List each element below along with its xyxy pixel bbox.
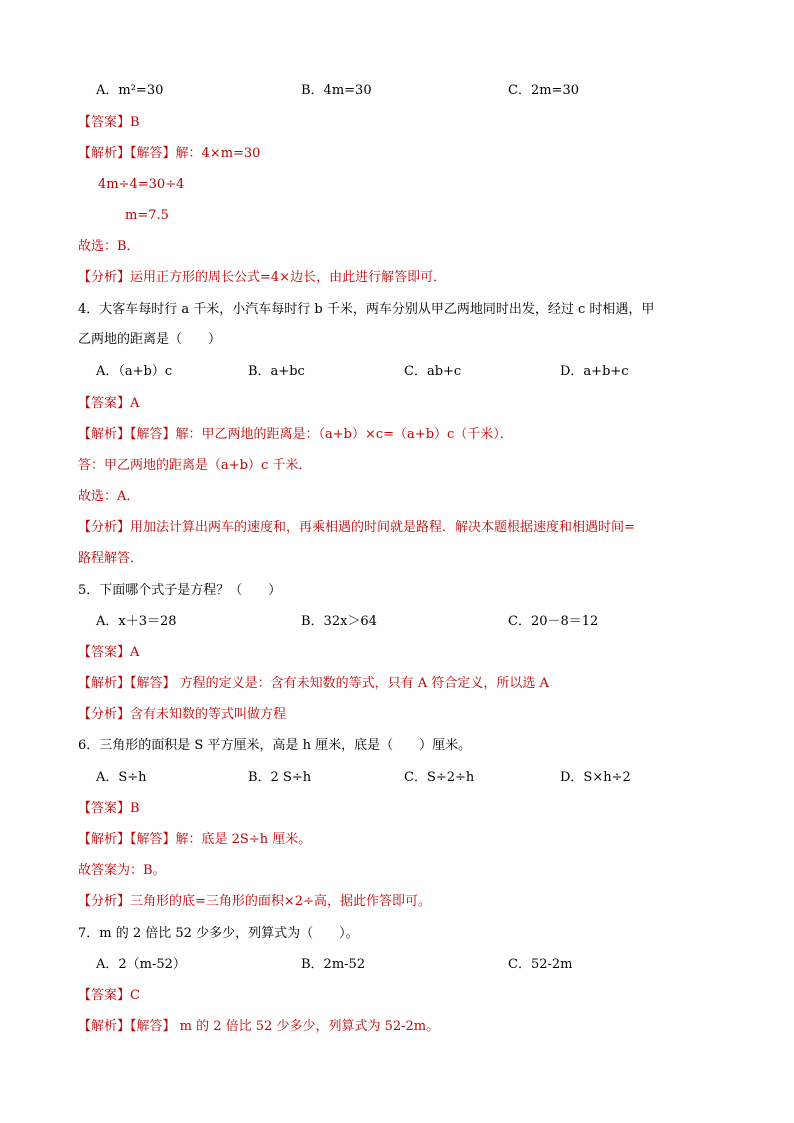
answer-value: A <box>130 645 140 660</box>
option-b: B．4m=30 <box>301 83 372 98</box>
analysis-tag: 【解析】 <box>78 427 131 442</box>
fenxi-text: 三角形的底=三角形的面积×2÷高，据此作答即可。 <box>130 894 431 909</box>
question-stem: 7．m 的 2 倍比 52 少多少，列算式为（ ）。 <box>78 926 359 941</box>
answer-line <box>78 800 140 818</box>
fenxi-line <box>78 893 431 911</box>
solution-text: 解：甲乙两地的距离是：（a+b）×c=（a+b）c（千米）． <box>175 427 513 442</box>
solution-text: 方程的定义是：含有未知数的等式，只有 A 符合定义，所以选 A <box>175 676 549 691</box>
option-b: B．32x＞64 <box>301 614 377 629</box>
answer-tag: 【答案】 <box>78 645 131 660</box>
solution-step: 4m÷4=30÷4 <box>98 177 185 192</box>
solution-line <box>78 145 260 163</box>
reply-line: 答：甲乙两地的距离是（a+b）c 千米． <box>78 458 312 473</box>
answer-value: B <box>130 115 140 130</box>
question-stem: 乙两地的距离是（ ） <box>78 332 222 347</box>
solution-text: m 的 2 倍比 52 少多少，列算式为 52-2m。 <box>175 1019 440 1034</box>
option-a: A．x＋3＝28 <box>96 614 177 629</box>
option-a: A．S÷h <box>96 770 147 785</box>
choose-line: 故选：B． <box>78 239 140 254</box>
fenxi-tag: 【分析】 <box>78 270 131 285</box>
answer-tag: 【答案】 <box>78 801 131 816</box>
solution-tag: 【解答】 <box>130 832 176 847</box>
option-c: C．2m=30 <box>508 83 579 98</box>
solution-line <box>78 426 513 444</box>
analysis-tag: 【解析】 <box>78 832 131 847</box>
answer-line <box>78 987 140 1005</box>
solution-tag: 【解答】 <box>130 146 176 161</box>
answer-value: A <box>130 396 140 411</box>
solution-text: 解：底是 2S÷h 厘米。 <box>175 832 312 847</box>
fenxi-text: 运用正方形的周长公式=4×边长，由此进行解答即可． <box>130 270 447 285</box>
analysis-tag: 【解析】 <box>78 146 131 161</box>
solution-text: 解：4×m=30 <box>175 146 261 161</box>
solution-line <box>78 831 311 849</box>
option-b: B．a+bc <box>248 364 305 379</box>
answer-value: C <box>130 988 140 1003</box>
answer-tag: 【答案】 <box>78 396 131 411</box>
solution-tag: 【解答】 <box>130 676 176 691</box>
fenxi-line <box>78 269 446 287</box>
option-d: D．S×h÷2 <box>560 770 631 785</box>
answer-tag: 【答案】 <box>78 115 131 130</box>
choose-line: 故选：A． <box>78 489 140 504</box>
answer-value: B <box>130 801 140 816</box>
fenxi-tag: 【分析】 <box>78 707 131 722</box>
option-d: D．a+b+c <box>560 364 629 379</box>
answer-line <box>78 644 139 662</box>
fenxi-tag: 【分析】 <box>78 520 131 535</box>
question-stem: 4．大客车每时行 a 千米，小汽车每时行 b 千米，两车分别从甲乙两地同时出发，经过 c 时相遇，甲 <box>78 302 655 317</box>
fenxi-line <box>78 706 286 724</box>
analysis-tag: 【解析】 <box>78 676 131 691</box>
option-b: B．2m-52 <box>301 957 366 972</box>
solution-tag: 【解答】 <box>130 1019 176 1034</box>
option-c: C．52-2m <box>508 957 573 972</box>
fenxi-text: 用加法计算出两车的速度和，再乘相遇的时间就是路程．解决本题根据速度和相遇时间= <box>130 520 635 535</box>
option-a: A．（a+b）c <box>96 364 173 379</box>
solution-line <box>78 675 549 693</box>
question-stem: 6．三角形的面积是 S 平方厘米，高是 h 厘米，底是（ ）厘米。 <box>78 738 472 753</box>
analysis-tag: 【解析】 <box>78 1019 131 1034</box>
option-c: C．S÷2÷h <box>404 770 475 785</box>
fenxi-text: 含有未知数的等式叫做方程 <box>130 707 287 722</box>
solution-line <box>78 1018 439 1036</box>
fenxi-tag: 【分析】 <box>78 894 131 909</box>
solution-step: m=7.5 <box>125 208 169 223</box>
fenxi-text: 路程解答． <box>78 551 144 566</box>
solution-tag: 【解答】 <box>130 427 176 442</box>
option-a: A．m²=30 <box>96 83 164 98</box>
fenxi-line <box>78 519 635 537</box>
option-c: C．ab+c <box>404 364 462 379</box>
option-c: C．20－8＝12 <box>508 614 599 629</box>
answer-line <box>78 114 140 132</box>
option-b: B．2 S÷h <box>248 770 312 785</box>
option-a: A．2（m-52） <box>96 957 186 972</box>
question-stem: 5．下面哪个式子是方程？（ ） <box>78 583 282 598</box>
reply-line: 故答案为：B。 <box>78 863 166 878</box>
answer-line <box>78 395 139 413</box>
answer-tag: 【答案】 <box>78 988 131 1003</box>
